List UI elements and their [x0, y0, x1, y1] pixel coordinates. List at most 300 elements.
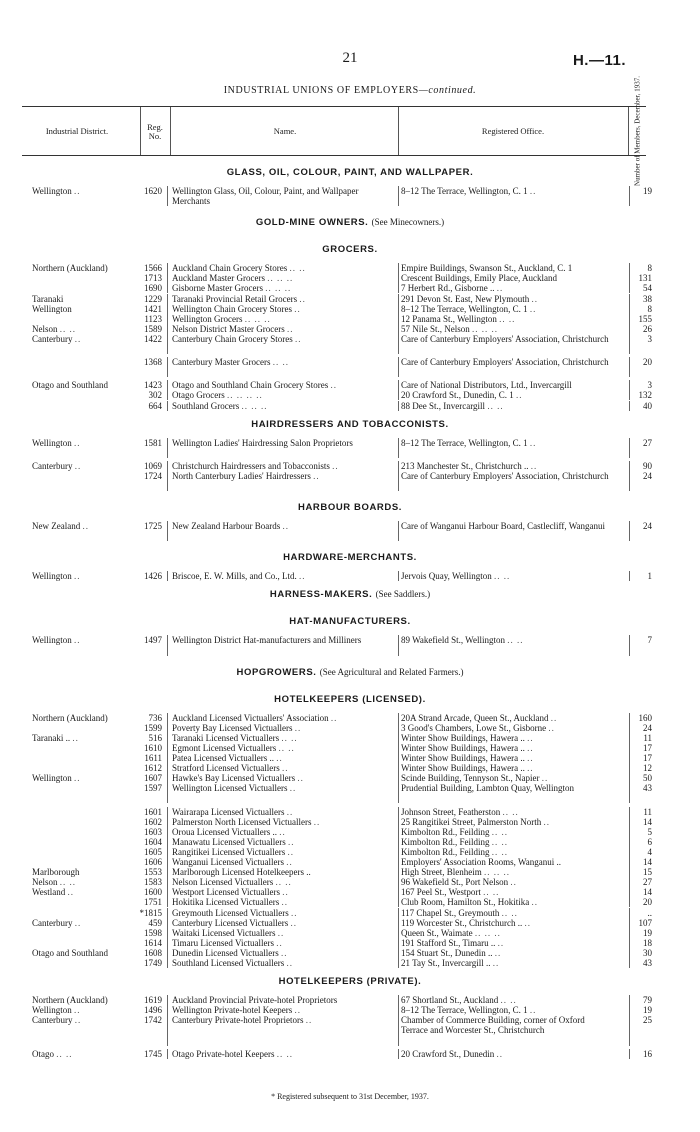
registered-office-text: 7 Herbert Rd., Gisborne ..: [401, 283, 495, 294]
table-row: [0, 867, 700, 877]
column-divider: [629, 571, 630, 581]
union-name-text: Dunedin Licensed Victuallers: [172, 947, 279, 958]
reg-number: 1069: [144, 460, 162, 471]
district-cell: [32, 773, 132, 783]
union-name: [172, 471, 390, 481]
reg-number: 1496: [144, 1005, 162, 1016]
column-divider: [629, 887, 630, 897]
column-divider: [398, 357, 399, 377]
member-count: 24: [643, 521, 652, 532]
leader-dots: ..: [72, 732, 79, 743]
table-row: [0, 995, 700, 1005]
registered-office: [401, 918, 613, 928]
column-divider: [398, 380, 399, 390]
registered-office-text: Chamber of Commerce Building, corner of Oxford Terrace and Worcester St., Christchurch: [401, 1015, 585, 1036]
column-divider: [398, 783, 399, 803]
registered-office: [401, 857, 613, 867]
district-name: Westland: [32, 887, 66, 898]
table-row: [0, 733, 700, 743]
column-divider: [167, 635, 168, 655]
union-name-text: Gisborne Master Grocers: [172, 283, 263, 294]
table-row: [0, 857, 700, 867]
reg-number: 1605: [144, 846, 162, 857]
district-name: Otago: [32, 1048, 54, 1059]
column-divider: [629, 995, 630, 1005]
member-count: 8: [647, 303, 652, 314]
column-header-name: Name.: [273, 126, 297, 136]
column-divider: [398, 1049, 399, 1059]
district-cell: [32, 571, 132, 581]
column-divider: [167, 438, 168, 458]
column-divider: [167, 928, 168, 938]
column-divider: [629, 357, 630, 377]
reg-number: 1619: [144, 995, 162, 1006]
member-count: 43: [643, 958, 652, 968]
leader-dots: ..: [541, 773, 549, 784]
column-divider: [398, 1005, 399, 1015]
registered-office-text: 21 Tay St., Invercargill ..: [401, 958, 491, 968]
table-row: [0, 783, 700, 803]
table-row: [0, 928, 700, 938]
registered-office-text: 3 Good's Chambers, Lowe St., Gisborne: [401, 722, 547, 733]
registered-office-text: Empire Buildings, Swanson St., Auckland, C. 1: [401, 263, 573, 274]
member-count: 3: [647, 380, 652, 391]
column-divider: [629, 334, 630, 354]
union-name-text: Manawatu Licensed Victuallers: [172, 836, 286, 847]
district-cell: [32, 867, 132, 877]
leader-dots: ..: [74, 635, 81, 646]
registered-office: [401, 733, 613, 743]
leader-dots: ..: [529, 437, 537, 448]
member-count: 38: [643, 293, 652, 304]
reg-number: 1611: [144, 753, 162, 763]
reg-number: 1553: [144, 867, 162, 878]
leader-dots: .. .. ..: [484, 867, 510, 878]
reg-number: 1724: [144, 470, 162, 481]
registered-office-text: 167 Peel St., Westport: [401, 887, 481, 898]
registered-office-text: Employers' Association Rooms, Wanganui ..: [401, 857, 561, 867]
leader-dots: ..: [529, 303, 537, 314]
leader-dots: ..: [497, 937, 505, 948]
table-row: [0, 897, 700, 907]
reg-number: 1426: [144, 571, 162, 582]
column-divider: [629, 263, 630, 273]
district-name: Wellington: [32, 1005, 72, 1016]
column-divider: [629, 723, 630, 733]
table-row: [0, 263, 700, 273]
column-divider: [629, 294, 630, 304]
leader-dots: ..: [550, 712, 558, 723]
leader-dots: ..: [74, 333, 82, 344]
column-divider: [398, 471, 399, 491]
column-divider: [629, 304, 630, 314]
column-header-office: Registered Office.: [481, 126, 545, 136]
leader-dots: .. ..: [494, 571, 511, 582]
member-count: 5: [647, 826, 652, 837]
section-title: HOTELKEEPERS (LICENSED).: [274, 693, 426, 705]
leader-dots: .. ..: [507, 635, 524, 646]
registered-office-text: 119 Worcester St., Christchurch ..: [401, 917, 523, 928]
column-divider: [167, 908, 168, 918]
column-divider: [167, 807, 168, 817]
union-name-text: Canterbury Chain Grocery Stores: [172, 333, 293, 344]
column-header-members-label: Number of Members, December, 1937.: [633, 76, 642, 186]
table-row: [0, 807, 700, 817]
section-heading: [0, 217, 700, 228]
registered-office: [401, 743, 613, 753]
table-row: [0, 753, 700, 763]
section-title: HOTELKEEPERS (PRIVATE).: [278, 976, 422, 988]
column-divider: [398, 713, 399, 723]
column-divider: [398, 837, 399, 847]
column-divider: [167, 314, 168, 324]
column-divider: [629, 314, 630, 324]
column-header-reg: Reg. No.: [147, 122, 163, 141]
leader-dots: ..: [330, 380, 337, 391]
member-count: 90: [643, 460, 652, 471]
member-count: 17: [643, 753, 652, 763]
column-divider: [629, 461, 630, 471]
union-name: [172, 773, 390, 783]
reg-number: 1690: [144, 283, 162, 294]
footnote: * Registered subsequent to 31st December, 1937.: [271, 1092, 429, 1101]
registered-office: [401, 1049, 613, 1059]
column-divider: [398, 995, 399, 1005]
column-divider: [629, 635, 630, 655]
column-divider: [629, 928, 630, 938]
district-name: Canterbury: [32, 1015, 73, 1026]
district-cell: [32, 304, 132, 314]
table-row: [0, 357, 700, 377]
section-heading: [0, 244, 700, 255]
registered-office-text: Care of National Distributors, Ltd., Invercargill: [401, 380, 572, 391]
district-cell: [32, 294, 132, 304]
table-row: [0, 763, 700, 773]
union-name-text: North Canterbury Ladies' Hairdressers: [172, 470, 311, 481]
union-name-text: Egmont Licensed Victuallers: [172, 742, 277, 753]
district-cell: [32, 918, 132, 928]
leader-dots: ..: [286, 323, 294, 334]
column-divider: [398, 753, 399, 763]
registered-office-text: 8–12 The Terrace, Wellington, C. 1: [401, 303, 528, 314]
table-row: [0, 186, 700, 206]
column-divider: [167, 857, 168, 867]
registered-office-text: 117 Chapel St., Greymouth: [401, 907, 500, 918]
reg-number: 1421: [144, 303, 162, 314]
leader-dots: .. .. ..: [267, 273, 294, 284]
registered-office: [401, 827, 613, 837]
leader-dots: ..: [299, 293, 306, 304]
section-see-reference: (See Minecowners.): [371, 217, 445, 228]
leader-dots: ..: [294, 1005, 301, 1016]
member-count: 6: [647, 836, 652, 847]
column-divider: [629, 471, 630, 491]
column-divider: [629, 877, 630, 887]
reg-number: 1612: [144, 763, 162, 774]
union-name-text: Wellington Chain Grocery Stores: [172, 303, 293, 314]
column-divider: [398, 283, 399, 293]
leader-dots: ..: [297, 773, 304, 784]
registered-office-text: Johnson Street, Featherston: [401, 806, 501, 817]
column-divider: [167, 743, 168, 753]
section-heading: [0, 502, 700, 513]
union-name-text: Auckland Provincial Private-hotel Proprietors: [172, 995, 338, 1006]
column-divider: [167, 918, 168, 928]
registered-office: [401, 713, 613, 723]
union-name: [172, 357, 390, 367]
leader-dots: ..: [74, 460, 82, 471]
column-divider: [398, 897, 399, 907]
union-name-text: Otago Grocers: [172, 390, 225, 401]
registered-office-text: 25 Rangitikei Street, Palmerston North: [401, 816, 542, 827]
member-count: 24: [643, 722, 652, 733]
column-divider: [398, 807, 399, 817]
section-see-reference: (See Agricultural and Related Farmers.): [319, 666, 464, 677]
union-name: [172, 827, 390, 837]
column-divider: [629, 753, 630, 763]
leader-dots: ..: [510, 877, 517, 888]
column-divider: [398, 723, 399, 733]
union-name: [172, 635, 390, 645]
column-divider: [629, 401, 630, 411]
column-divider: [398, 857, 399, 867]
member-count: 16: [643, 1048, 652, 1059]
member-count: 43: [643, 783, 652, 794]
registered-office-text: 8–12 The Terrace, Wellington, C. 1: [401, 437, 528, 448]
table-row: [0, 273, 700, 283]
section-see-reference: (See Saddlers.): [375, 589, 431, 600]
registered-office-text: Care of Wanganui Harbour Board, Castlecliff, Wanganui: [401, 521, 605, 532]
leader-dots: ..: [305, 1015, 313, 1026]
leader-dots: ..: [286, 857, 293, 867]
column-divider: [629, 743, 630, 753]
column-divider: [629, 773, 630, 783]
union-name-text: Palmerston North Licensed Victuallers: [172, 816, 312, 827]
column-divider: [167, 324, 168, 334]
leader-dots: .. .. ..: [474, 927, 501, 938]
table-row: [0, 938, 700, 948]
table-row: [0, 304, 700, 314]
column-divider: [398, 938, 399, 948]
leader-dots: ..: [279, 826, 286, 837]
table-row: [0, 847, 700, 857]
table-row: [0, 324, 700, 334]
union-name-text: Taranaki Provincial Retail Grocers: [172, 293, 298, 304]
column-divider: [167, 1049, 168, 1059]
union-name: [172, 571, 390, 581]
leader-dots: ..: [548, 722, 555, 733]
column-divider: [398, 263, 399, 273]
registered-office: [401, 887, 613, 897]
member-count: 11: [643, 806, 652, 817]
registered-office: [401, 461, 613, 471]
leader-dots: .. ..: [276, 1048, 293, 1059]
district-cell: [32, 461, 132, 471]
column-divider: [629, 273, 630, 283]
reg-number: 1742: [144, 1015, 162, 1026]
leader-dots: ..: [531, 897, 539, 908]
reg-number: 1497: [144, 635, 162, 646]
table-row: [0, 827, 700, 837]
member-count: 25: [643, 1015, 652, 1026]
reg-number: 1566: [144, 263, 162, 274]
registered-office: [401, 571, 613, 581]
table-row: [0, 1015, 700, 1045]
registered-office: [401, 807, 613, 817]
column-divider: [629, 938, 630, 948]
registered-office-text: 213 Manchester St., Christchurch ..: [401, 460, 529, 471]
union-name: [172, 273, 390, 283]
union-name: [172, 1015, 390, 1025]
member-count: 26: [643, 323, 652, 334]
column-divider: [398, 304, 399, 314]
column-divider: [398, 817, 399, 827]
column-divider: [398, 958, 399, 968]
leader-dots: ..: [294, 333, 302, 344]
column-divider: [167, 753, 168, 763]
registered-office: [401, 357, 613, 367]
registered-office: [401, 948, 613, 958]
reg-number: 1599: [144, 722, 162, 733]
leader-dots: ..: [67, 887, 75, 898]
district-cell: [32, 380, 132, 390]
column-divider: [167, 847, 168, 857]
column-divider: [629, 897, 630, 907]
leader-dots: ..: [332, 460, 339, 471]
registered-office-text: 191 Stafford St., Timaru ..: [401, 937, 496, 948]
table-row: [0, 635, 700, 655]
column-divider: [167, 877, 168, 887]
column-divider: [398, 438, 399, 458]
union-name: [172, 461, 390, 471]
registered-office: [401, 877, 613, 887]
column-divider: [167, 958, 168, 968]
registered-office: [401, 471, 613, 481]
section-heading: [0, 694, 700, 705]
district-name: Otago and Southland: [32, 947, 108, 958]
reg-number: *1815: [139, 907, 162, 918]
column-divider: [398, 887, 399, 897]
union-name: [172, 1005, 390, 1015]
table-row: [0, 877, 700, 887]
registered-office-text: Kimbolton Rd., Feilding: [401, 826, 490, 837]
column-divider: [398, 908, 399, 918]
reg-number: 459: [148, 917, 162, 928]
district-name: Northern (Auckland): [32, 263, 108, 274]
registered-office-text: Prudential Building, Lambton Quay, Wellington: [401, 783, 575, 794]
column-divider: [398, 461, 399, 471]
district-name: Wellington: [32, 303, 72, 314]
union-name-text: Southland Grocers: [172, 400, 240, 411]
union-name-text: Nelson District Master Grocers: [172, 323, 285, 334]
table-row: [0, 837, 700, 847]
registered-office: [401, 334, 613, 344]
column-divider: [167, 461, 168, 471]
registered-office: [401, 837, 613, 847]
leader-dots: ..: [276, 937, 283, 948]
union-name: [172, 283, 390, 293]
reg-number: 1751: [144, 897, 162, 908]
union-name: [172, 401, 390, 411]
table-row: [0, 438, 700, 458]
column-divider: [167, 186, 168, 206]
column-divider: [167, 571, 168, 581]
district-name: Taranaki ..: [32, 732, 71, 743]
registered-office-text: 89 Wakefield St., Wellington: [401, 635, 505, 646]
reg-number: 1589: [144, 323, 162, 334]
registered-office-text: Jervois Quay, Wellington: [401, 571, 492, 582]
member-count: 160: [638, 712, 652, 723]
registered-office: [401, 283, 613, 293]
reg-number: 1229: [144, 293, 162, 304]
union-name: [172, 938, 390, 948]
registered-office: [401, 908, 613, 918]
column-divider: [629, 324, 630, 334]
district-name: New Zealand: [32, 521, 81, 532]
leader-dots: ..: [281, 897, 289, 908]
reg-number: 1725: [144, 521, 162, 532]
reg-number: 1583: [144, 877, 162, 888]
registered-office-text: Winter Show Buildings, Hawera ..: [401, 753, 525, 763]
union-name: [172, 186, 390, 206]
leader-dots: ..: [496, 283, 504, 294]
column-divider: [167, 897, 168, 907]
registered-office: [401, 324, 613, 334]
running-head-continued: —continued.: [418, 85, 477, 96]
registered-office: [401, 897, 613, 907]
district-name: Nelson: [32, 323, 58, 334]
member-count: 19: [643, 927, 652, 938]
registered-office: [401, 1015, 613, 1035]
section-title: HAIRDRESSERS AND TOBACCONISTS.: [251, 418, 449, 430]
union-name-text: Nelson Licensed Victuallers: [172, 877, 274, 888]
leader-dots: .. ..: [281, 732, 298, 743]
leader-dots: ..: [313, 470, 320, 481]
column-divider: [629, 521, 630, 541]
union-name: [172, 948, 390, 958]
column-divider: [398, 918, 399, 928]
column-divider: [398, 867, 399, 877]
leader-dots: ..: [276, 753, 283, 763]
column-divider: [167, 867, 168, 877]
leader-dots: ..: [282, 521, 289, 532]
member-count: 17: [643, 742, 652, 753]
table-row: [0, 314, 700, 324]
registered-office-text: Care of Canterbury Employers' Association, Christchurch: [401, 470, 609, 481]
registered-office: [401, 390, 613, 400]
union-name-text: Wellington Glass, Oil, Colour, Paint, and Wallpaper Merchants: [172, 186, 359, 206]
column-divider: [398, 324, 399, 334]
member-count: 19: [643, 1005, 652, 1016]
leader-dots: ..: [294, 722, 302, 733]
registered-office-text: 8–12 The Terrace, Wellington, C. 1: [401, 1005, 528, 1016]
district-cell: [32, 1049, 132, 1059]
section-heading: [0, 167, 700, 178]
union-name: [172, 877, 390, 887]
leader-dots: ..: [74, 571, 81, 582]
reg-number: 1601: [144, 806, 162, 817]
reg-number: 736: [148, 712, 162, 723]
registered-office-text: Queen St., Waimate: [401, 927, 473, 938]
column-divider: [398, 948, 399, 958]
registered-office-text: Care of Canterbury Employers' Association, Christchurch: [401, 357, 609, 368]
union-name: [172, 1049, 390, 1059]
registered-office: [401, 783, 613, 793]
district-cell: [32, 887, 132, 897]
leader-dots: ..: [524, 917, 532, 928]
union-name-text: Auckland Licensed Victuallers' Association: [172, 712, 329, 723]
column-divider: [167, 817, 168, 827]
